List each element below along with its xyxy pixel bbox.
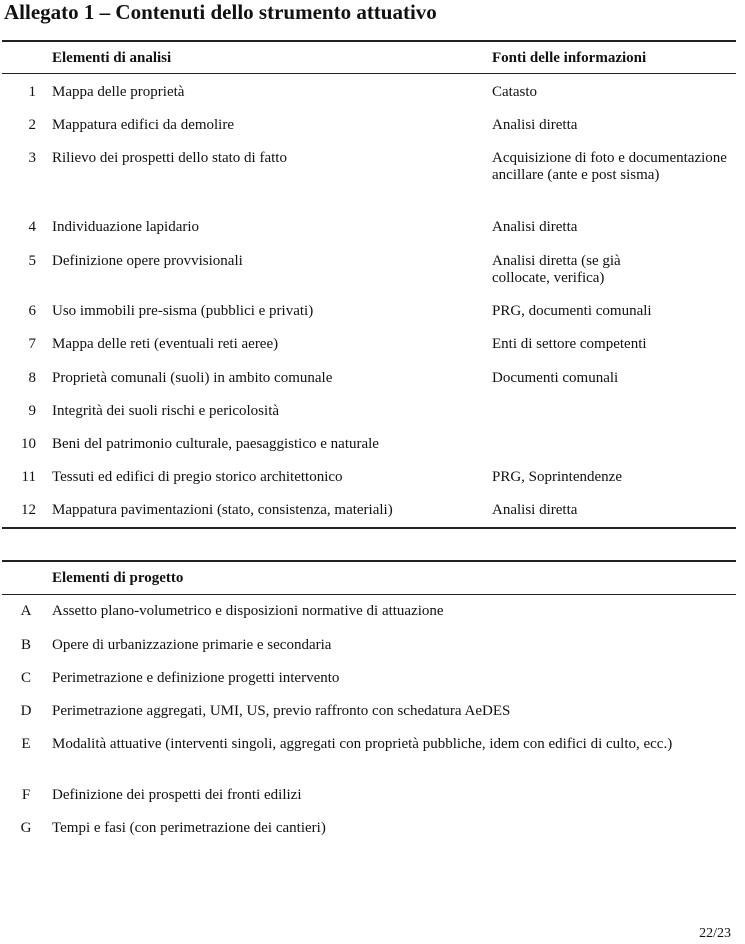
page-number: 22/23: [699, 926, 731, 941]
row-source: PRG, documenti comunali: [492, 303, 652, 319]
row-element: Tessuti ed edifici di pregio storico architettonico: [52, 469, 343, 485]
row-element: Uso immobili pre-sisma (pubblici e privati): [52, 303, 314, 319]
row-number: 9: [28, 403, 36, 419]
row-number: 3: [28, 150, 36, 166]
page-title: Allegato 1 – Contenuti dello strumento attuativo: [4, 0, 437, 24]
item-text: Perimetrazione aggregati, UMI, US, previo raffronto con schedatura AeDES: [52, 703, 511, 719]
row-source: Catasto: [492, 84, 537, 100]
row-source: Acquisizione di foto e documentazione ancillare (ante e post sisma): [492, 150, 727, 183]
row-source: Documenti comunali: [492, 370, 619, 386]
analysis-header-rule: [2, 73, 736, 74]
row-source: Analisi diretta (se già collocate, verifica): [492, 253, 621, 286]
row-number: 10: [21, 436, 36, 452]
item-text: Definizione dei prospetti dei fronti edilizi: [52, 787, 302, 803]
table-bottom-rule: [2, 527, 736, 529]
row-element: Mappatura edifici da demolire: [52, 117, 235, 133]
row-number: 2: [28, 117, 36, 133]
analysis-header-sources: Fonti delle informazioni: [492, 50, 647, 66]
table-top-rule: [2, 40, 736, 42]
row-number: 6: [28, 303, 36, 319]
row-element: Mappa delle proprietà: [52, 84, 185, 100]
row-number: 4: [28, 219, 36, 235]
item-letter: C: [20, 670, 31, 686]
row-element: Rilievo dei prospetti dello stato di fatto: [52, 150, 287, 166]
row-number: 8: [28, 370, 36, 386]
row-element: Individuazione lapidario: [52, 219, 200, 235]
item-letter: D: [20, 703, 32, 719]
item-letter: G: [20, 820, 32, 836]
project-header-rule: [2, 594, 736, 595]
row-element: Mappa delle reti (eventuali reti aeree): [52, 336, 279, 352]
row-element: Beni del patrimonio culturale, paesaggistico e naturale: [52, 436, 379, 452]
row-source: Analisi diretta: [492, 502, 578, 518]
project-top-rule: [2, 560, 736, 562]
row-number: 12: [21, 502, 36, 518]
item-text: Assetto plano-volumetrico e disposizioni normative di attuazione: [52, 603, 444, 619]
row-element: Integrità dei suoli rischi e pericolosità: [52, 403, 280, 419]
row-source: Enti di settore competenti: [492, 336, 647, 352]
item-text: Opere di urbanizzazione primarie e secondaria: [52, 637, 332, 653]
item-letter: F: [21, 787, 31, 803]
row-element: Definizione opere provvisionali: [52, 253, 243, 269]
item-letter: E: [21, 736, 31, 752]
row-source: Analisi diretta: [492, 117, 578, 133]
analysis-header-elements: Elementi di analisi: [52, 50, 172, 66]
row-number: 1: [28, 84, 36, 100]
row-element: Mappatura pavimentazioni (stato, consistenza, materiali): [52, 502, 393, 518]
row-element: Proprietà comunali (suoli) in ambito comunale: [52, 370, 333, 386]
project-header: Elementi di progetto: [52, 570, 184, 586]
item-text: Tempi e fasi (con perimetrazione dei cantieri): [52, 820, 326, 836]
item-letter: B: [20, 637, 31, 653]
row-number: 11: [21, 469, 36, 485]
item-text: Perimetrazione e definizione progetti intervento: [52, 670, 340, 686]
row-source: Analisi diretta: [492, 219, 578, 235]
item-text: Modalità attuative (interventi singoli, aggregati con proprietà pubbliche, idem con edifici di culto, ecc.): [52, 736, 673, 752]
item-letter: A: [20, 603, 32, 619]
row-number: 7: [28, 336, 36, 352]
row-source: PRG, Soprintendenze: [492, 469, 622, 485]
row-number: 5: [28, 253, 36, 269]
